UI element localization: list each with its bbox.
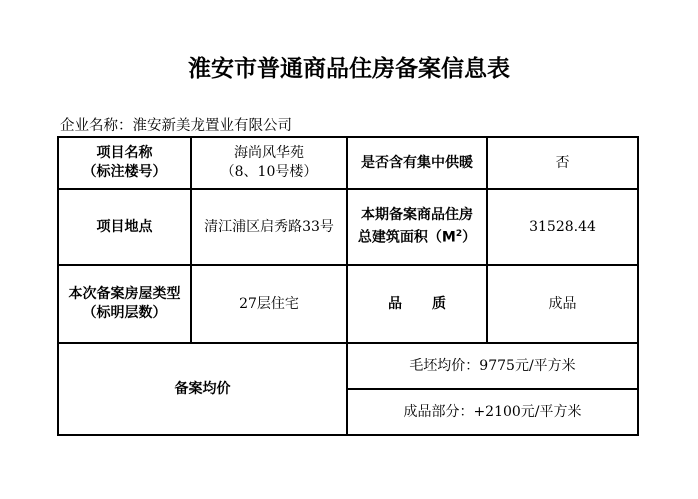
company-name: 企业名称：淮安新美龙置业有限公司	[60, 118, 292, 134]
quality-label: 品质	[347, 265, 487, 343]
table-row	[58, 189, 638, 265]
central-heating-label: 是否含有集中供暖	[347, 137, 487, 189]
finished-price-surcharge: 成品部分：+2100元/平方米	[347, 389, 638, 435]
house-type-value: 27层住宅	[191, 265, 347, 343]
total-floor-area-value: 31528.44	[487, 189, 638, 265]
project-location-value: 清江浦区启秀路33号	[191, 189, 347, 265]
table-row	[58, 343, 638, 389]
house-type-label: 本次备案房屋类型 （标明层数）	[58, 265, 191, 343]
project-name-value: 海尚风华苑 （8、10号楼）	[191, 137, 347, 189]
project-name-label: 项目名称 （标注楼号）	[58, 137, 191, 189]
project-location-label: 项目地点	[58, 189, 191, 265]
quality-value: 成品	[487, 265, 638, 343]
central-heating-value: 否	[487, 137, 638, 189]
filing-info-table	[57, 136, 639, 436]
page-title: 淮安市普通商品住房备案信息表	[188, 56, 510, 82]
filed-average-price-label: 备案均价	[58, 343, 347, 435]
table-row	[58, 265, 638, 343]
table-row	[58, 137, 638, 189]
total-floor-area-label: 本期备案商品住房 总建筑面积$(M^2)$	[347, 189, 487, 265]
rough-average-price: 毛坯均价：9775元/平方米	[347, 343, 638, 389]
